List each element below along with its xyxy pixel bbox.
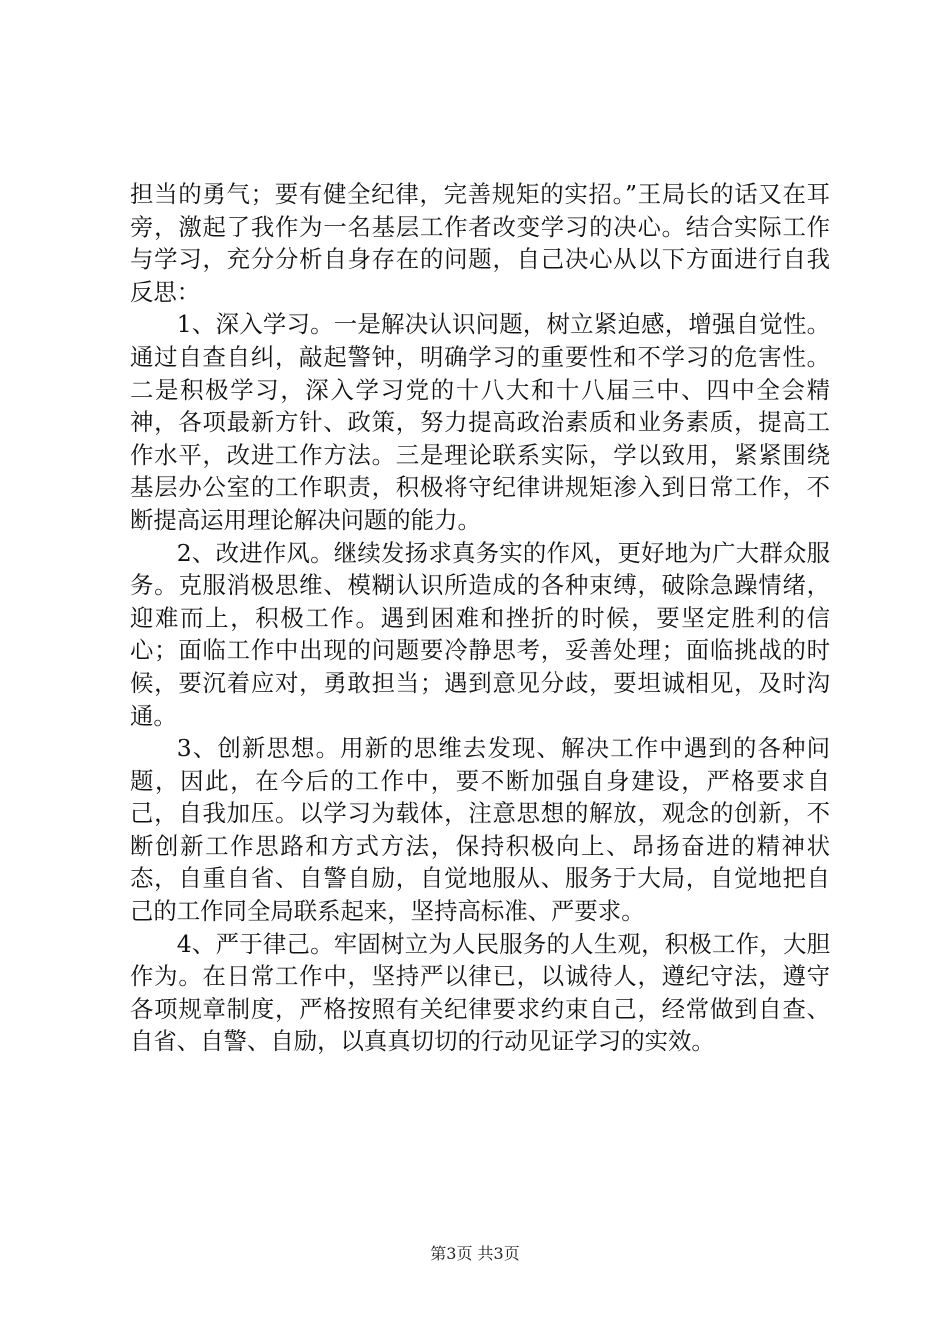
page-number-footer: 第3页 共3页	[430, 1244, 520, 1263]
paragraph-deep-study: 1、深入学习。一是解决认识问题，树立紧迫感，增强自觉性。通过自查自纠，敲起警钟，明确学习的重要性和不学习的危害性。二是积极学习，深入学习党的十八大和十八届三中、四中全会精神，各项最新方针、政策，努力提高政治素质和业务素质，提高工作水平，改进工作方法。三是理论联系实际，学以致用，紧紧围绕基层办公室的工作职责，积极将守纪律讲规矩渗入到日常工作，不断提高运用理论解决问题的能力。	[130, 310, 830, 534]
paragraph-innovate-thinking: 3、创新思想。用新的思维去发现、解决工作中遇到的各种问题，因此，在今后的工作中，要不断加强自身建设，严格要求自己，自我加压。以学习为载体，注意思想的解放，观念的创新，不断创新工作思路和方式方法，保持积极向上、昂扬奋进的精神状态，自重自省、自警自励，自觉地服从、服务于大局，自觉地把自己的工作同全局联系起来，坚持高标准、严要求。	[130, 734, 830, 926]
paragraph-improve-style: 2、改进作风。继续发扬求真务实的作风，更好地为广大群众服务。克服消极思维、模糊认识所造成的各种束缚，破除急躁情绪，迎难而上，积极工作。遇到困难和挫折的时候，要坚定胜利的信心；面临工作中出现的问题要冷静思考，妥善处理；面临挑战的时候，要沉着应对，勇敢担当；遇到意见分歧，要坦诚相见，及时沟通。	[130, 538, 830, 730]
document-body	[130, 178, 830, 1058]
paragraph-self-discipline: 4、严于律己。牢固树立为人民服务的人生观，积极工作，大胆作为。在日常工作中，坚持严以律已，以诚待人，遵纪守法，遵守各项规章制度，严格按照有关纪律要求约束自己，经常做到自查、自省、自警、自励，以真真切切的行动见证学习的实效。	[130, 929, 830, 1056]
paragraph-intro: 担当的勇气；要有健全纪律，完善规矩的实招。”王局长的话又在耳旁，激起了我作为一名基层工作者改变学习的决心。结合实际工作与学习，充分分析自身存在的问题，自己决心从以下方面进行自我反思：	[130, 180, 830, 306]
